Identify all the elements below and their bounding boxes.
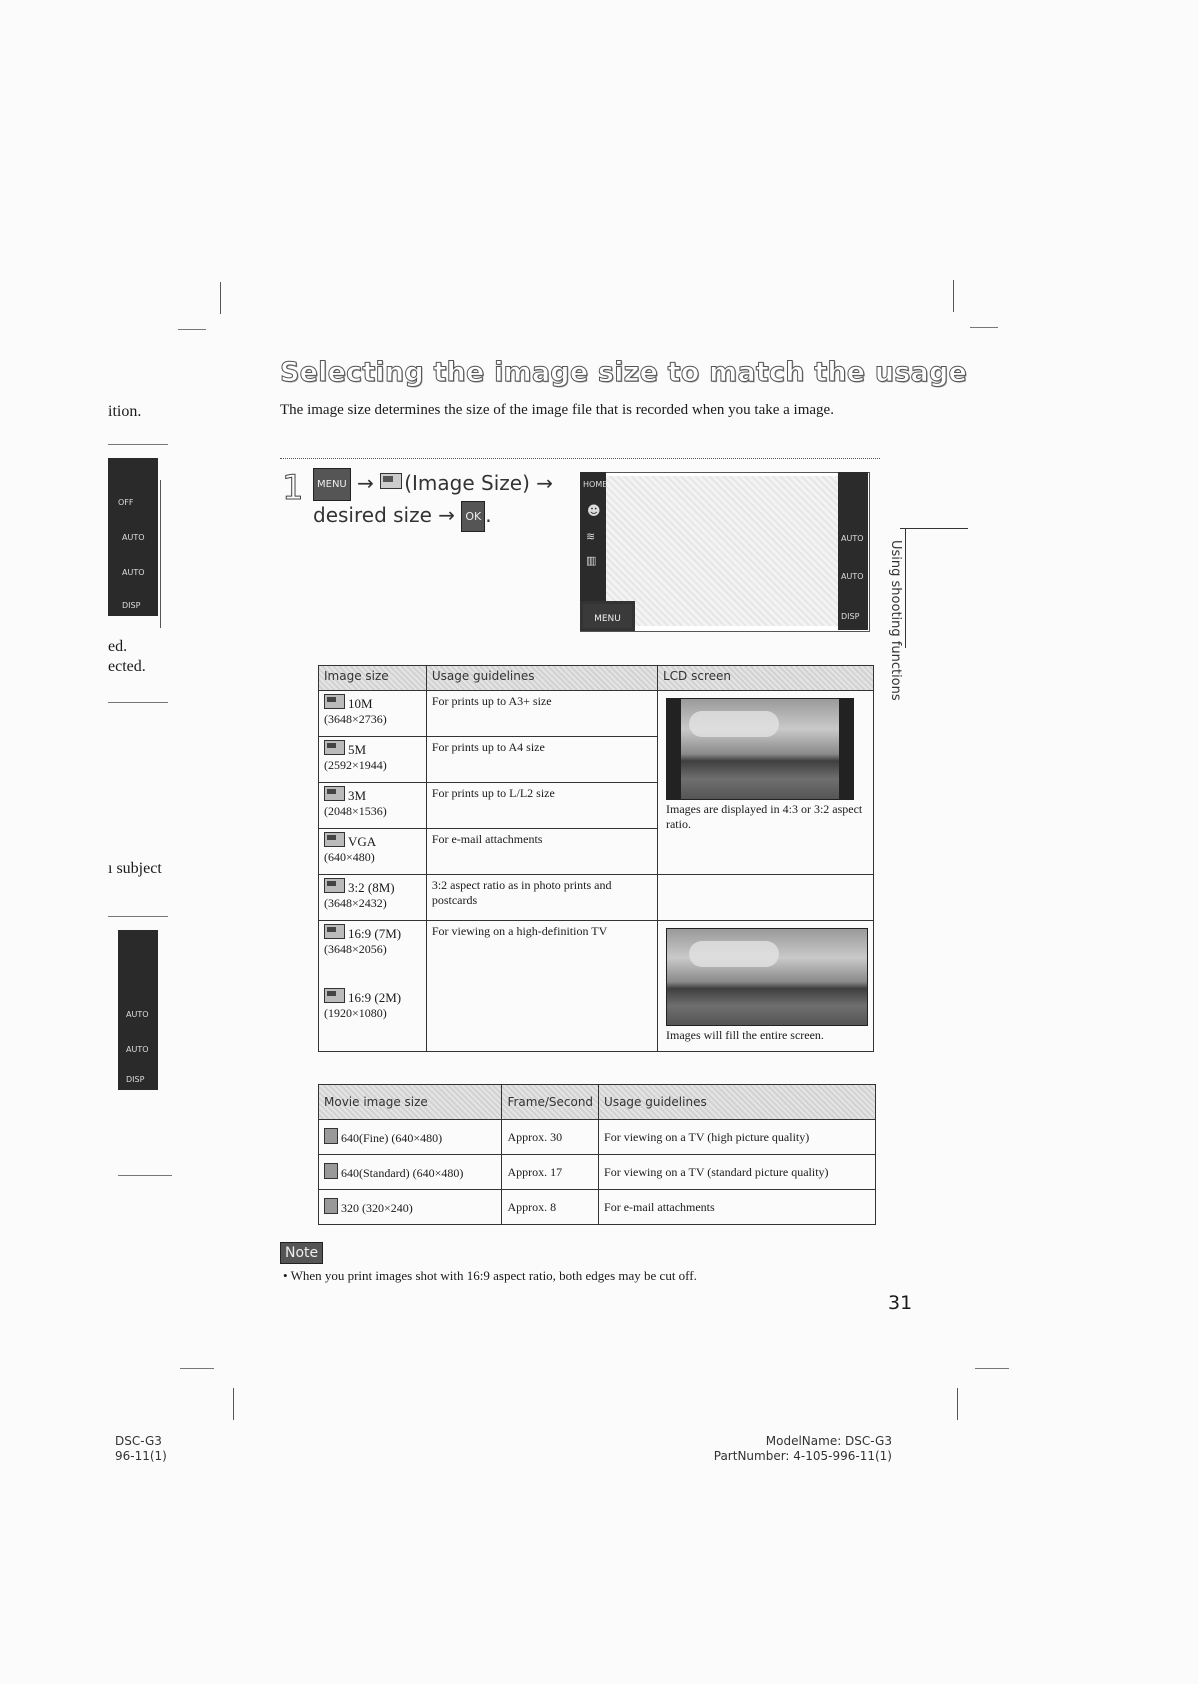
column-header: Usage guidelines [599, 1085, 876, 1120]
delete-icon: ▥ [586, 554, 597, 567]
usage-cell: For prints up to L/L2 size [426, 783, 657, 829]
table-row [319, 691, 874, 737]
margin-fragment: ected. [108, 658, 146, 675]
crop-mark [975, 1368, 1009, 1369]
table-row [319, 1190, 876, 1225]
macro-auto-label: AUTO [841, 572, 864, 581]
margin-camera-strip: OFF AUTO AUTO DISP [108, 458, 158, 616]
lcd-screen-area [606, 476, 838, 626]
step-item: (Image Size) [404, 471, 530, 495]
column-header: Frame/Second [502, 1085, 599, 1120]
note-text: • When you print images shot with 16:9 aspect ratio, both edges may be cut off. [283, 1268, 697, 1283]
size-cell: 5M (2592×1944) [319, 737, 427, 783]
lcd-menu-button: MENU [580, 601, 635, 631]
usage-cell: For viewing on a TV (high picture quality) [599, 1120, 876, 1155]
landscape-photo-4-3 [666, 698, 854, 800]
arrow: → [438, 503, 456, 527]
footer-right: ModelName: DSC-G3 PartNumber: 4-105-996-11(1) [713, 1434, 892, 1463]
fps-cell: Approx. 30 [502, 1120, 599, 1155]
usage-cell: For viewing on a TV (standard picture quality) [599, 1155, 876, 1190]
size-3-2-icon [324, 878, 345, 893]
table-row [319, 1120, 876, 1155]
size-cell: 3M (2048×1536) [319, 783, 427, 829]
crop-mark [180, 1368, 214, 1369]
margin-rule [160, 480, 161, 628]
size-16-9-7m-icon [324, 924, 345, 939]
size-cell: 16:9 (7M) (3648×2056) [319, 921, 427, 986]
size-cell: 3:2 (8M) (3648×2432) [319, 875, 427, 921]
movie-size-table [318, 1084, 876, 1225]
size-3m-icon [324, 786, 345, 801]
column-header: LCD screen [657, 666, 873, 691]
side-rule [900, 528, 968, 529]
movie-size-cell: 320 (320×240) [319, 1190, 502, 1225]
table-row [319, 875, 874, 921]
disp-label: DISP [841, 612, 860, 621]
usage-cell: For e-mail attachments [599, 1190, 876, 1225]
movie-320-icon [324, 1198, 338, 1214]
footer-left: DSC-G3 96-11(1) [115, 1434, 167, 1463]
margin-rule [108, 444, 168, 445]
crop-mark [178, 329, 206, 330]
step-number: 1 [282, 468, 304, 508]
usage-cell: For prints up to A4 size [426, 737, 657, 783]
side-rule [905, 528, 906, 648]
margin-rule [108, 702, 168, 703]
movie-size-cell: 640(Fine) (640×480) [319, 1120, 502, 1155]
table-row [319, 1155, 876, 1190]
usage-cell: For e-mail attachments [426, 829, 657, 875]
step-line2: desired size [313, 503, 432, 527]
crop-mark [233, 1388, 234, 1420]
image-size-icon [380, 473, 402, 489]
movie-size-cell: 640(Standard) (640×480) [319, 1155, 502, 1190]
margin-fragment: ition. [108, 403, 142, 420]
page-title: Selecting the image size to match the usage [280, 357, 968, 388]
intro-text: The image size determines the size of the image file that is recorded when you take a image. [280, 402, 834, 418]
size-16-9-2m-icon [324, 988, 345, 1003]
column-header: Movie image size [319, 1085, 502, 1120]
smile-icon: ☻ [587, 504, 601, 519]
effect-icon: ≋ [586, 530, 596, 543]
arrow: → [357, 471, 374, 495]
fps-cell: Approx. 8 [502, 1190, 599, 1225]
table-row [319, 921, 874, 986]
size-cell: VGA (640×480) [319, 829, 427, 875]
size-5m-icon [324, 740, 345, 755]
crop-mark [957, 1388, 958, 1420]
image-size-table [318, 665, 874, 1052]
margin-rule [118, 1175, 172, 1176]
side-section-label: Using shooting functions [888, 540, 903, 701]
lcd-caption: Images are displayed in 4:3 or 3:2 aspect ratio. [665, 802, 863, 831]
lcd-right-bar [838, 472, 868, 630]
size-vga-icon [324, 832, 345, 847]
size-10m-icon [324, 694, 345, 709]
crop-mark [970, 327, 998, 328]
crop-mark [220, 282, 221, 314]
column-header: Image size [319, 666, 427, 691]
movie-standard-icon [324, 1163, 338, 1179]
movie-fine-icon [324, 1128, 338, 1144]
note-badge: Note [280, 1242, 323, 1264]
usage-cell: For viewing on a high-definition TV [426, 921, 657, 1052]
table-header-row [319, 1085, 876, 1120]
ok-key-icon: OK [461, 501, 485, 532]
margin-fragment: ı subject [108, 860, 162, 877]
fps-cell: Approx. 17 [502, 1155, 599, 1190]
arrow: → [536, 471, 554, 495]
menu-key-icon: MENU [313, 468, 351, 501]
lcd-screen-cell [657, 921, 873, 1052]
column-header: Usage guidelines [426, 666, 657, 691]
usage-cell: For prints up to A3+ size [426, 691, 657, 737]
step-instruction: MENU → (Image Size) → desired size → OK . [313, 468, 553, 532]
crop-mark [953, 280, 954, 312]
margin-camera-strip: AUTO AUTO DISP [118, 930, 158, 1090]
margin-fragment: ed. [108, 638, 128, 655]
size-cell: 10M (3648×2736) [319, 691, 427, 737]
table-header-row [319, 666, 874, 691]
usage-cell: 3:2 aspect ratio as in photo prints and postcards [426, 875, 657, 921]
lcd-screen-cell [657, 875, 873, 921]
landscape-photo-16-9 [666, 928, 868, 1026]
home-label: HOME [583, 480, 608, 489]
lcd-screen-cell [657, 691, 873, 875]
flash-auto-label: AUTO [841, 534, 864, 543]
lcd-caption: Images will fill the entire screen. [665, 1028, 824, 1042]
section-divider [280, 458, 880, 460]
page-number: 31 [888, 1292, 913, 1314]
margin-rule [108, 916, 168, 917]
size-cell: 16:9 (2M) (1920×1080) [319, 985, 427, 1052]
